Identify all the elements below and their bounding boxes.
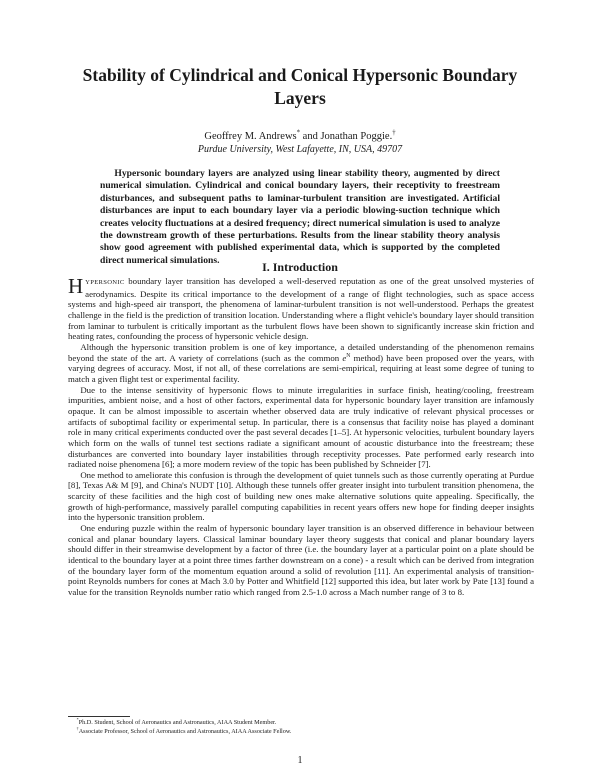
footnote-2	[68, 725, 534, 737]
abstract: Hypersonic boundary layers are analyzed using linear stability theory, augmented by direct numerical simulation. Cylindrical and conical boundary layers, their receptivity to freestream disturbances, and subsequent paths to laminar-turbulent transition are investigated. Artificial disturbances are input to each boundary layer via a periodic blowing-suction technique which creates velocity fluctuations at a desired frequency; direct numerical simulation is used to analyze the downstream growth of these perturbations. Results from the linear stability theory analysis show good agreement with published experimental data, which is supported by the completed direct numerical simulations.	[100, 168, 500, 266]
paragraph-3: Due to the intense sensitivity of hypersonic flows to minute irregularities in surface finish, heating/cooling, freestream impurities, ambient noise, and a host of other factors, experimental data for hypersonic boundary layer transition are infamously opaque. It can be almost impossible to ascertain whether observed data are truly indicative of relevant physical processes or artifacts of suboptimal facility or experimental setup. In particular, there is a consensus that facility noise has played a dominant role in many critical experiments conducted over the past several decades [1–5]. At hypersonic velocities, turbulent boundary layers which form on the walls of tunnel test sections radiate a significant amount of acoustic disturbance into the freestream; these disturbances are converted into boundary layer instabilities through receptivity processes. Pate performed early research into radiated noise phenomena [6]; a more modern review of the topic has been published by Schneider [7].	[68, 384, 534, 470]
footnote-2-text: Associate Professor, School of Aeronautics and Astronautics, AIAA Associate Fellow.	[78, 727, 292, 735]
paper-title: Stability of Cylindrical and Conical Hypersonic Boundary Layers	[82, 65, 518, 108]
section-heading-introduction: I. Introduction	[262, 260, 338, 274]
paragraph-1	[68, 276, 534, 342]
paragraph-2-after: method) have been proposed over the years, with varying degrees of accuracy. Most, if not all, of these correlations are semi-empirical, requiring at least some degree of tuning to match a given flight test or experimental facility.	[68, 352, 534, 384]
author-poggie-mark: †	[392, 129, 396, 137]
paragraph-4: One method to ameliorate this confusion is through the development of quiet tunnels such as those currently operating at Purdue [8], Texas A& M [9], and China's NUDT [10]. Although these tunnels offer greater insight into turbulent transition phenomena, the scarcity of these facilities and the high cost of building new ones make alternative solutions quite appealing. Specifically, the growth of high-performance, massively parallel computing capabilities in recent years offers new hope for finding deeper insights into the hypersonic transition problem.	[68, 469, 534, 523]
footnote-1-mark: *	[76, 716, 79, 722]
paragraph-2-before: Although the hypersonic transition problem is one of key importance, a detailed understanding of the phenomenon remains beyond the state of the art. A variety of correlations (such as the common	[68, 341, 534, 363]
author-andrews: Geoffrey M. Andrews	[204, 131, 297, 142]
affiliation: Purdue University, West Lafayette, IN, USA, 49707	[197, 144, 403, 155]
paragraph-5: One enduring puzzle within the realm of hypersonic boundary layer transition is an observed difference in behaviour between conical and planar boundary layers. Classical laminar boundary layer theory suggests that conical and planar boundary layers should differ in their streamwise development by a factor of three (i.e. the boundary layer at a particular point on a plate should be identical to the boundary layer at a point three times farther downstream on a cone) - a result which can be derived from integration of the boundary layer form of the momentum equation around a solid of revolution [11]. An experimental analysis of transition-point Reynolds numbers for cones at Mach 3.0 by Potter and Whitfield [12] supported this idea, but later work by Pate [13] found a value for the transition Reynolds number ratio which ranged from 2.5-1.0 across a Mach number range of 3 to 8.	[68, 523, 534, 598]
author-andrews-mark: *	[296, 129, 301, 137]
author-poggie: Jonathan Poggie.	[320, 131, 393, 142]
footnote-2-mark: †	[76, 725, 79, 731]
author-line	[60, 130, 540, 143]
introduction-body	[68, 276, 534, 598]
footnote-1	[68, 716, 534, 728]
footnotes	[68, 716, 534, 736]
math-n: N	[346, 352, 351, 359]
drop-cap: H	[68, 274, 84, 298]
author-conjunction: and	[300, 131, 321, 142]
small-caps-lead: YPERSONIC	[85, 279, 125, 286]
math-e: e	[342, 352, 347, 363]
page-number: 1	[297, 755, 303, 766]
footnote-1-text: Ph.D. Student, School of Aeronautics and Astronautics, AIAA Student Member.	[78, 719, 277, 726]
paragraph-1-text: boundary layer transition has developed a well-deserved reputation as one of the great unsolved mysteries of aerodynamics. Despite its critical importance to the development of a range of flight technologies, such as space access systems and high-speed air transport, the phenomena of laminar-turbulent transition is not well-understood. Perhaps the greatest challenge in the field is the prediction of transition location. Understanding where a flight vehicle's boundary layer should transition from laminar to turbulent is critically important as the turbulent flows have been shown to significantly increase skin friction and heating rates, confounding the process of hypersonic vehicle design.	[68, 276, 534, 342]
paragraph-2	[68, 342, 534, 385]
